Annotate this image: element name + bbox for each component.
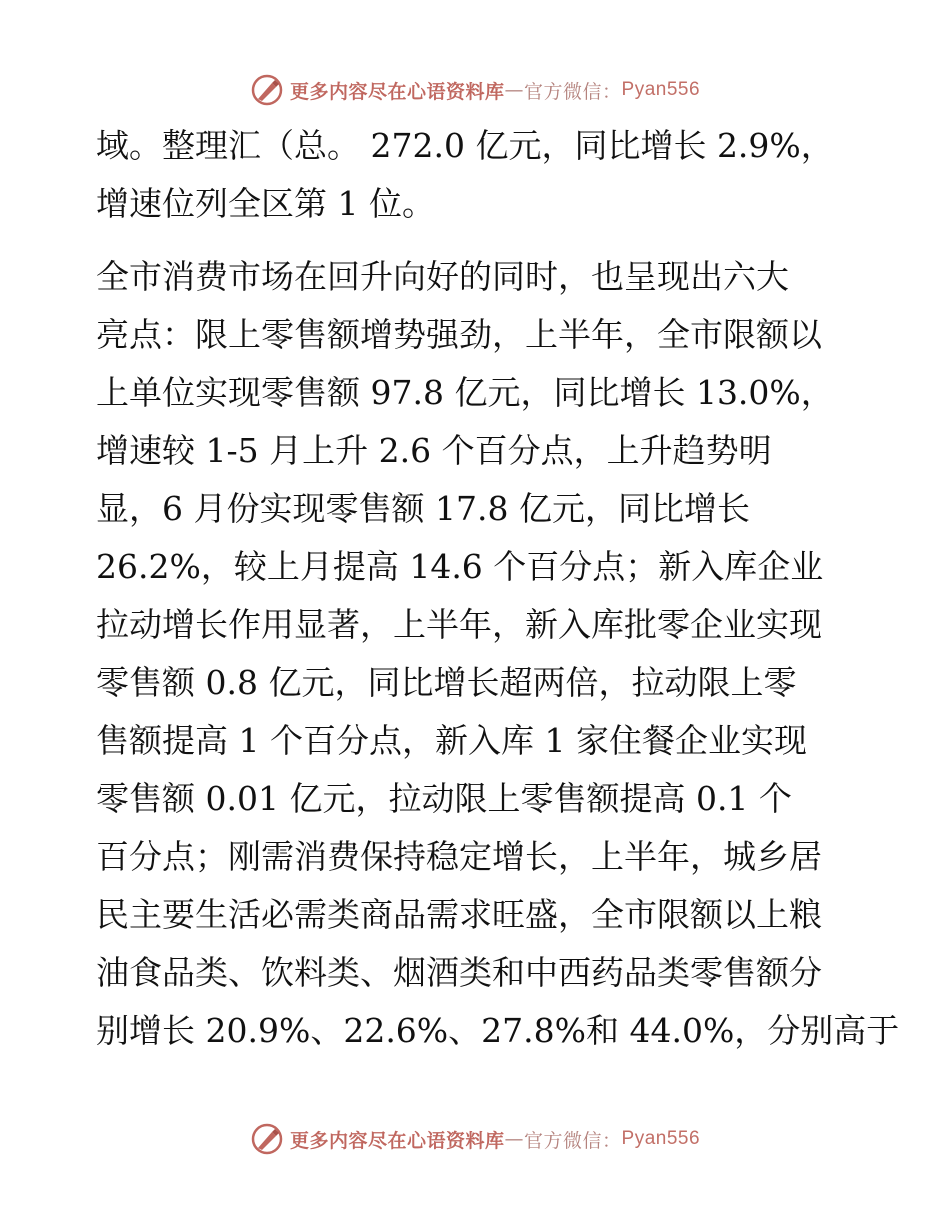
watermark-wechat-id: Pyan556 (621, 1128, 701, 1149)
watermark-colon: ： (602, 80, 622, 103)
text-line: 拉动增长作用显著，上半年，新入库批零企业实现 (96, 605, 822, 644)
pen-nib-circle-icon (250, 73, 284, 107)
watermark-sub-text: 官方微信 (523, 80, 602, 103)
text-line: 别增长 20.9%、22.6%、27.8%和 44.0%，分别高于 (96, 1011, 900, 1050)
text-line: 域。整理汇（总。 272.0 亿元，同比增长 2.9%， (96, 126, 834, 165)
watermark-colon: ： (602, 1129, 622, 1152)
watermark-main-text: 更多内容尽在心语资料库 (289, 1129, 505, 1152)
text-line: 26.2%，较上月提高 14.6 个百分点；新入库企业 (96, 547, 824, 586)
paragraph-2 (96, 248, 900, 1060)
text-line: 百分点；刚需消费保持稳定增长，上半年，城乡居 (96, 837, 822, 876)
text-line: 售额提高 1 个百分点，新入库 1 家住餐企业实现 (96, 721, 807, 760)
text-line: 油食品类、饮料类、烟酒类和中西药品类零售额分 (96, 953, 822, 992)
watermark-separator: — (504, 79, 524, 101)
pen-nib-circle-icon (250, 1122, 284, 1156)
text-line: 增速位列全区第 1 位。 (96, 184, 435, 223)
paragraph-1 (96, 117, 856, 233)
watermark-sub-text: 官方微信 (523, 1129, 602, 1152)
text-line: 显，6 月份实现零售额 17.8 亿元，同比增长 (96, 489, 750, 528)
text-line: 零售额 0.01 亿元，拉动限上零售额提高 0.1 个 (96, 779, 792, 818)
text-line: 上单位实现零售额 97.8 亿元，同比增长 13.0%， (96, 373, 834, 412)
text-line: 增速较 1-5 月上升 2.6 个百分点，上升趋势明 (96, 431, 772, 470)
watermark-main-text: 更多内容尽在心语资料库 (289, 80, 505, 103)
watermark-separator: — (504, 1128, 524, 1150)
text-line: 零售额 0.8 亿元，同比增长超两倍，拉动限上零 (96, 663, 797, 702)
watermark-wechat-id: Pyan556 (621, 79, 701, 100)
text-line: 亮点：限上零售额增势强劲，上半年，全市限额以 (96, 315, 822, 354)
text-line: 全市消费市场在回升向好的同时，也呈现出六大 (96, 257, 789, 296)
footer-watermark (0, 1119, 950, 1159)
text-line: 民主要生活必需类商品需求旺盛，全市限额以上粮 (96, 895, 822, 934)
header-watermark (0, 70, 950, 110)
